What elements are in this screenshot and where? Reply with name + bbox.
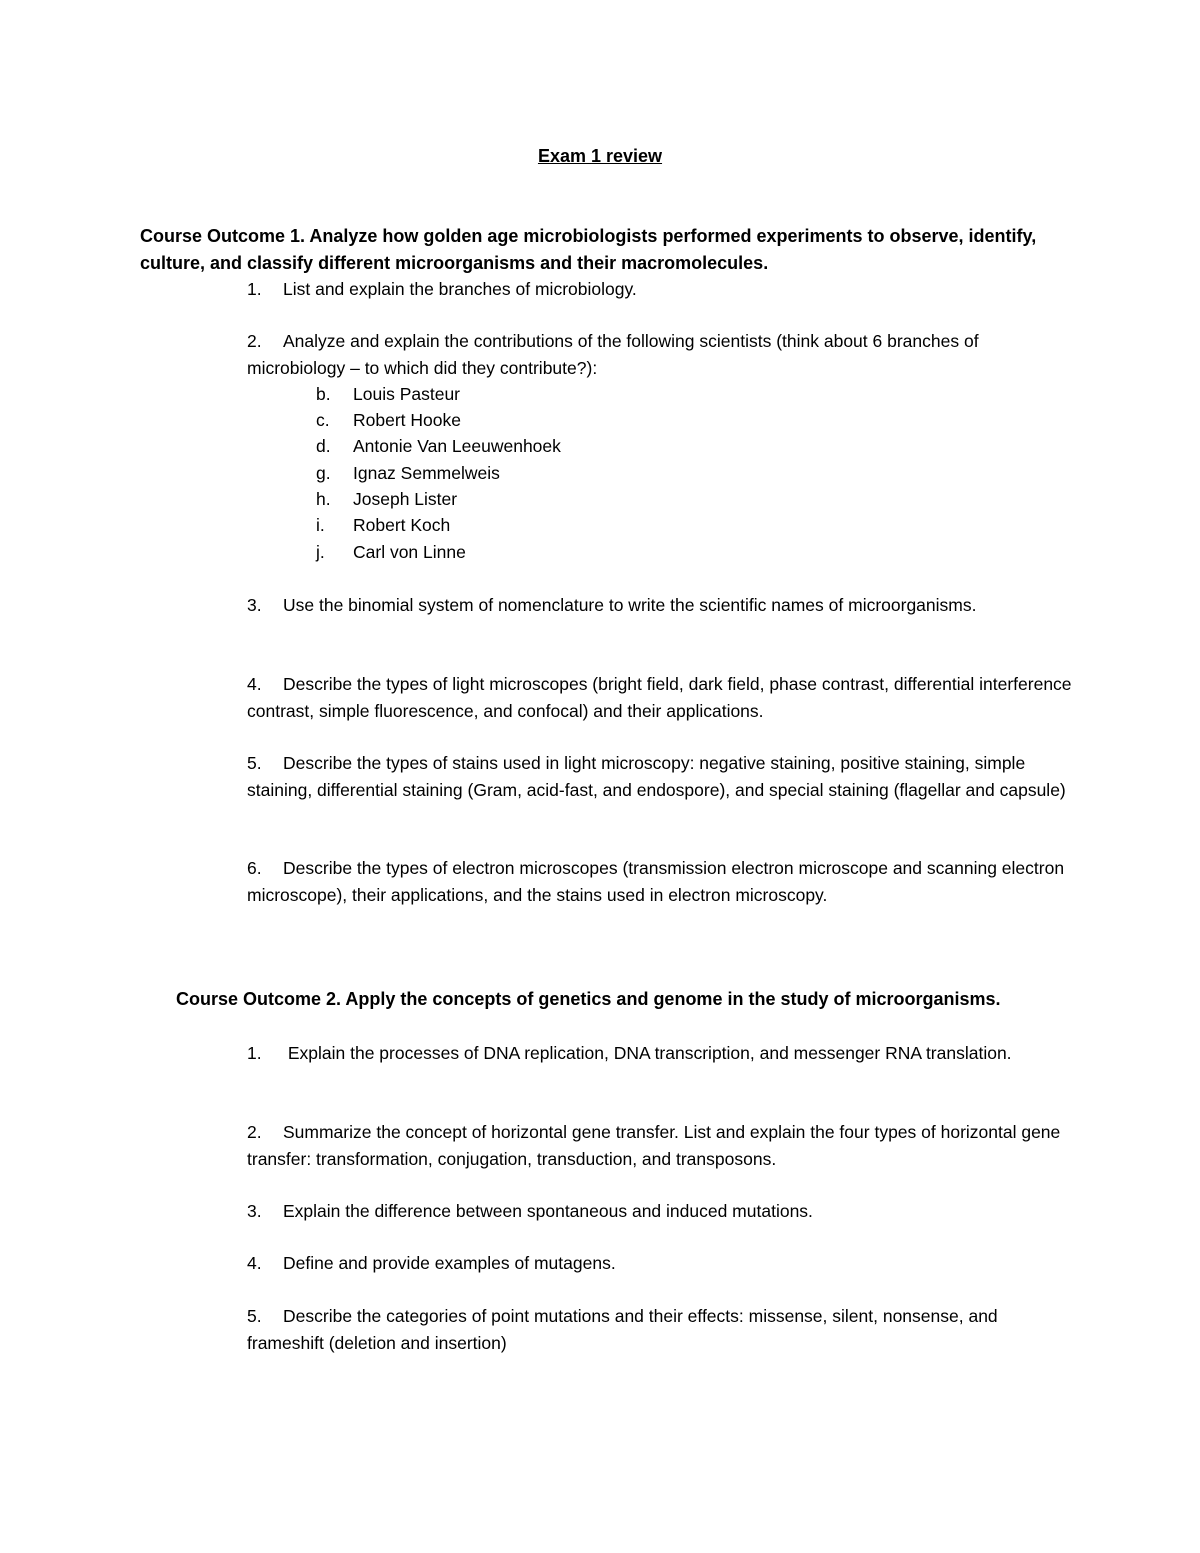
outcome-1-question-5 <box>247 750 1077 803</box>
question-text: Describe the types of stains used in light microscopy: negative staining, positive staining, simple staining, differential staining (Gram, acid-fast, and endospore), and special staining (flagellar and capsule) <box>247 753 1066 800</box>
course-outcome-2-lead: Course Outcome 2. <box>176 989 342 1009</box>
outcome-2-question-4 <box>247 1250 1077 1277</box>
outcome-1-question-1 <box>247 276 1077 303</box>
question-text: Describe the types of light microscopes (bright field, dark field, phase contrast, differential interference contrast, simple fluorescence, and confocal) and their applications. <box>247 674 1072 721</box>
scientist-item <box>316 460 500 487</box>
question-text: List and explain the branches of microbiology. <box>283 279 637 299</box>
question-number: 4. <box>247 1253 262 1273</box>
question-text: Define and provide examples of mutagens. <box>283 1253 616 1273</box>
question-number: 1. <box>247 279 262 299</box>
item-letter: h. <box>316 489 331 509</box>
scientist-item <box>316 539 466 566</box>
question-text: Explain the processes of DNA replication, DNA transcription, and messenger RNA translation. <box>283 1043 1012 1063</box>
outcome-2-question-2 <box>247 1119 1077 1172</box>
item-letter: d. <box>316 436 331 456</box>
course-outcome-2-text: Apply the concepts of genetics and genome in the study of microorganisms. <box>345 989 1001 1009</box>
scientist-item <box>316 407 461 434</box>
scientist-name: Carl von Linne <box>353 542 466 562</box>
outcome-2-question-1 <box>247 1040 1077 1067</box>
question-number: 4. <box>247 674 262 694</box>
scientist-name: Robert Koch <box>353 515 451 535</box>
outcome-1-question-3 <box>247 592 1077 619</box>
scientist-name: Antonie Van Leeuwenhoek <box>353 436 561 456</box>
scientist-item <box>316 486 457 513</box>
item-letter: b. <box>316 384 331 404</box>
question-text: Describe the types of electron microscopes (transmission electron microscope and scanning electron microscope), their applications, and the stains used in electron microscopy. <box>247 858 1065 905</box>
item-letter: g. <box>316 463 331 483</box>
outcome-2-question-3 <box>247 1198 1077 1225</box>
scientist-name: Louis Pasteur <box>353 384 461 404</box>
scientist-item <box>316 512 450 539</box>
question-text: Analyze and explain the contributions of the following scientists (think about 6 branches of microbiology – to which did they contribute?): <box>247 331 979 378</box>
question-number: 6. <box>247 858 262 878</box>
scientist-item <box>316 433 561 460</box>
question-number: 1. <box>247 1043 262 1063</box>
question-text: Summarize the concept of horizontal gene transfer. List and explain the four types of horizontal gene transfer: transformation, conjugation, transduction, and transposons. <box>247 1122 1061 1169</box>
question-text: Use the binomial system of nomenclature to write the scientific names of microorganisms. <box>283 595 977 615</box>
outcome-1-question-6 <box>247 855 1077 908</box>
question-number: 3. <box>247 1201 262 1221</box>
scientist-name: Ignaz Semmelweis <box>353 463 500 483</box>
scientist-name: Robert Hooke <box>353 410 461 430</box>
question-text: Explain the difference between spontaneous and induced mutations. <box>283 1201 813 1221</box>
outcome-1-question-2 <box>247 328 1077 381</box>
page-title: Exam 1 review <box>537 146 663 166</box>
question-number: 5. <box>247 1306 262 1326</box>
course-outcome-1-heading <box>140 223 1040 276</box>
course-outcome-1-lead: Course Outcome 1. <box>140 226 306 246</box>
outcome-1-question-4 <box>247 671 1077 724</box>
item-letter: j. <box>316 542 325 562</box>
question-text: Describe the categories of point mutations and their effects: missense, silent, nonsense, and frameshift (deletion and insertion) <box>247 1306 998 1353</box>
outcome-2-question-5 <box>247 1303 1077 1356</box>
question-number: 2. <box>247 1122 262 1142</box>
question-number: 2. <box>247 331 262 351</box>
course-outcome-2-heading <box>176 986 1076 1013</box>
question-number: 3. <box>247 595 262 615</box>
item-letter: i. <box>316 515 325 535</box>
scientist-item <box>316 381 460 408</box>
course-outcome-1-text: Analyze how golden age microbiologists performed experiments to observe, identify, culture, and classify different microorganisms and their macromolecules. <box>140 226 1037 273</box>
item-letter: c. <box>316 410 330 430</box>
question-number: 5. <box>247 753 262 773</box>
scientist-name: Joseph Lister <box>353 489 458 509</box>
